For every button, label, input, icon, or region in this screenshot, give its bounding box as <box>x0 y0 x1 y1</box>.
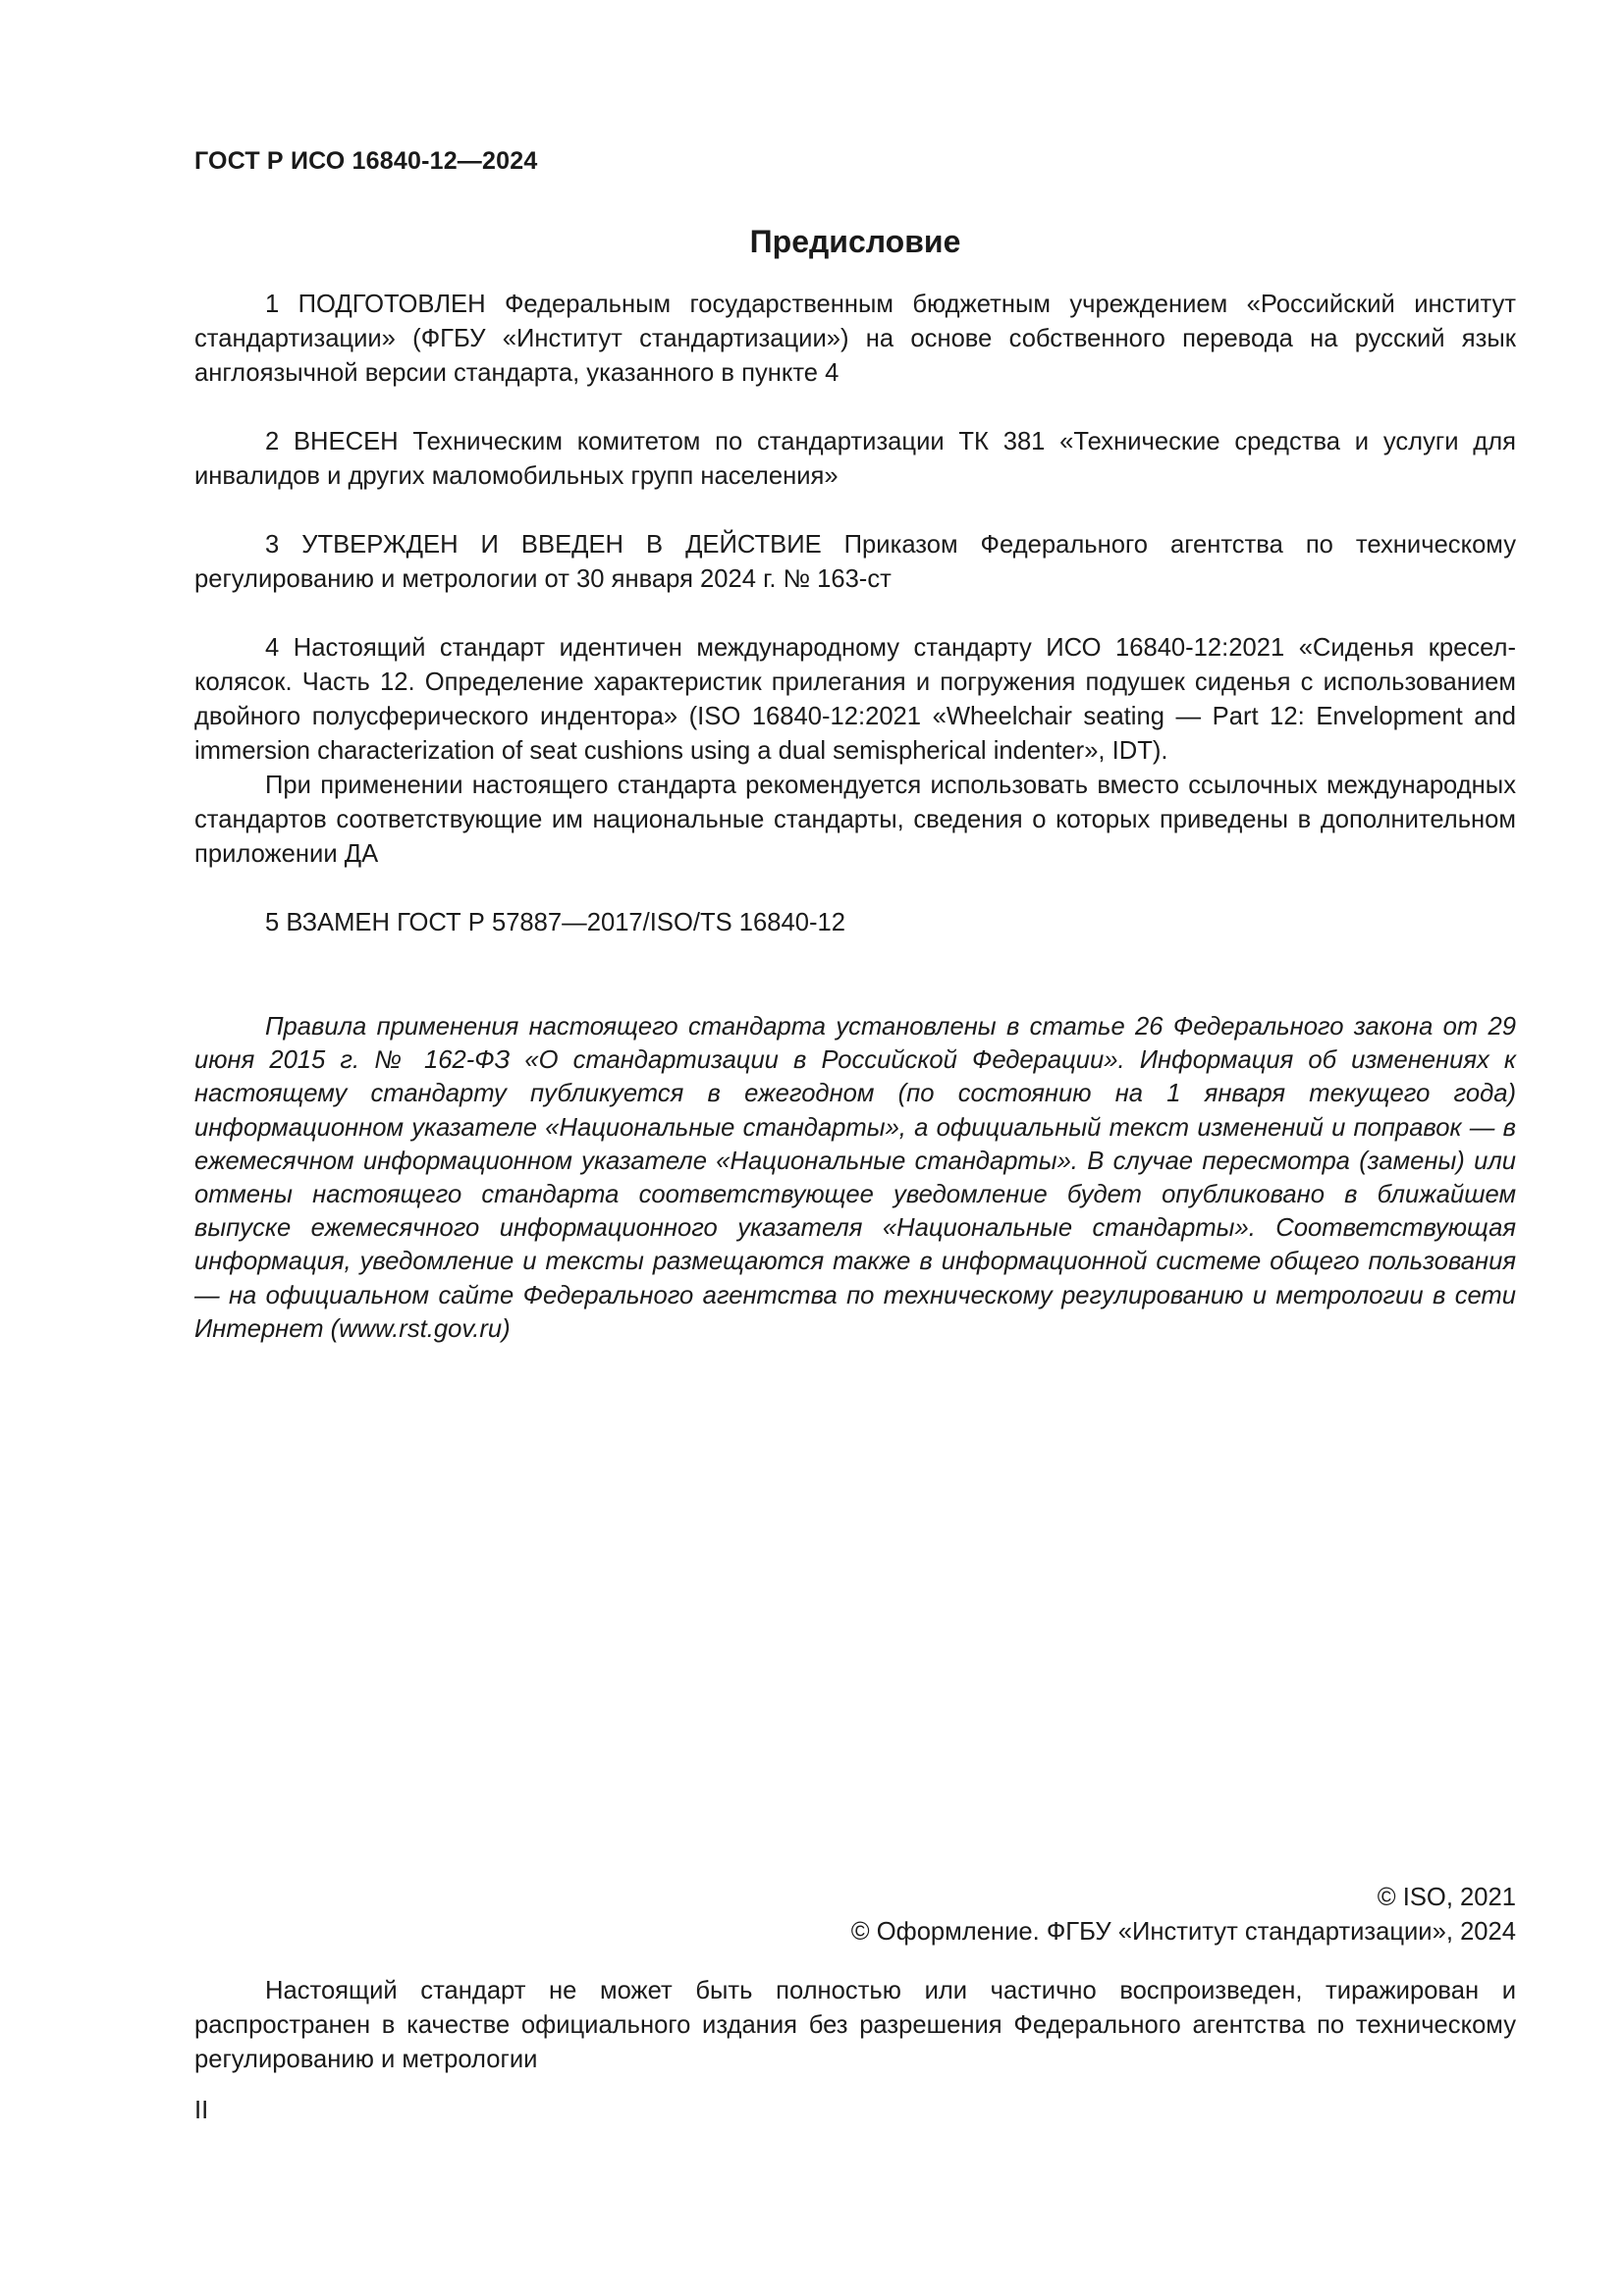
paragraph-submitted: 2 ВНЕСЕН Техническим комитетом по стандартизации ТК 381 «Технические средства и услуги для инвалидов и других маломобильных групп населения» <box>194 428 1516 490</box>
paragraph-replaces: 5 ВЗАМЕН ГОСТ Р 57887—2017/ISO/TS 16840-12 <box>265 909 845 936</box>
paragraph-approved: 3 УТВЕРЖДЕН И ВВЕДЕН В ДЕЙСТВИЕ Приказом Федерального агентства по техническому регулированию и метрологии от 30 января 2024 г. № 163-ст <box>194 531 1516 593</box>
notice-text: Правила применения настоящего стандарта установлены в статье 26 Федерального закона от 29 июня 2015 г. № 162-ФЗ «О стандартизации в Российской Федерации». Информация об изменениях к настоящему стандарту публикуется в ежегодном (по состоянию на 1 января текущего года) информационном указателе «Национальные стандарты», а официальный текст изменений и поправок — в ежемесячном информационном указателе «Национальные стандарты». В случае пересмотра (замены) или отмены настоящего стандарта соответствующее уведомление будет опубликовано в ближайшем выпуске ежемесячного информационного указателя «Национальные стандарты». Соответствующая информация, уведомление и тексты размещаются также в информационной системе общего пользования — на официальном сайте Федерального агентства по техническому регулированию и метрологии в сети Интернет (www.rst.gov.ru) <box>194 1013 1516 1343</box>
paragraph-application: При применении настоящего стандарта рекомендуется использовать вместо ссылочных международных стандартов соответствующие им национальные стандарты, сведения о которых приведены в дополнительном приложении ДА <box>194 772 1516 868</box>
copyright-iso: © ISO, 2021 <box>1377 1884 1516 1911</box>
foreword-body <box>194 288 1516 940</box>
reproduction-notice <box>194 1974 1516 2077</box>
reproduction-text: Настоящий стандарт не может быть полностью или частично воспроизведен, тиражирован и распространен в качестве официального издания без разрешения Федерального агентства по техническому регулированию и метрологии <box>194 1977 1516 2073</box>
standard-code-header: ГОСТ Р ИСО 16840-12—2024 <box>194 147 538 175</box>
copyright-design: © Оформление. ФГБУ «Институт стандартизации», 2024 <box>850 1918 1516 1946</box>
application-rules-notice <box>194 1010 1516 1346</box>
copyright-block <box>194 1881 1516 1949</box>
page-number: II <box>194 2097 209 2124</box>
paragraph-identical: 4 Настоящий стандарт идентичен международному стандарту ИСО 16840-12:2021 «Сиденья кресел-колясок. Часть 12. Определение характеристик прилегания и погружения подушек сиденья с использованием двойного полусферического индентора» (ISO 16840-12:2021 «Wheelchair seating — Part 12: Envelopment and immersion characterization of seat cushions using a dual semispherical indenter», IDT). <box>194 634 1516 765</box>
paragraph-prepared: 1 ПОДГОТОВЛЕН Федеральным государственным бюджетным учреждением «Российский институт стандартизации» (ФГБУ «Институт стандартизации») на основе собственного перевода на русский язык англоязычной версии стандарта, указанного в пункте 4 <box>194 291 1516 387</box>
page-title: Предисловие <box>749 224 961 259</box>
